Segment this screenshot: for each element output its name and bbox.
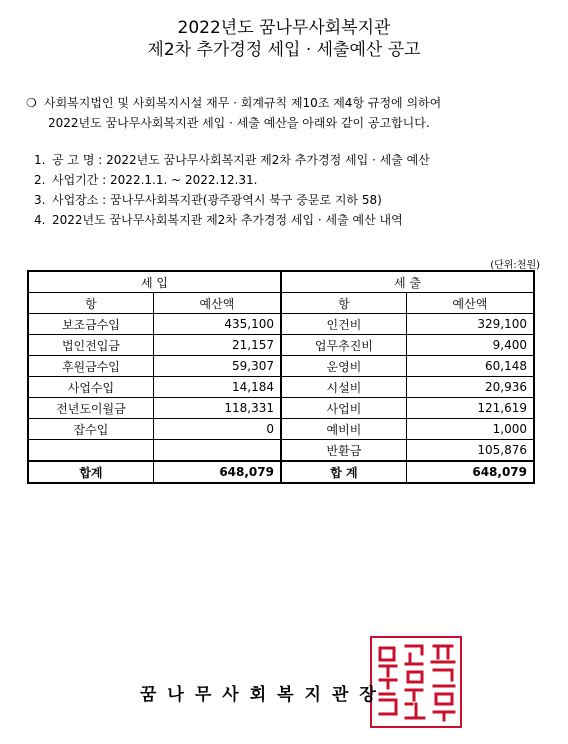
expense-header: 세 출	[281, 271, 534, 293]
notice-item: 1. 공 고 명 : 2022년도 꿈나무사회복지관 제2차 추가경정 세입 · 세출 예산	[34, 153, 430, 167]
intro-paragraph	[26, 93, 441, 133]
table-row: 사업수입 14,184 시설비 20,936	[28, 377, 534, 398]
budget-table	[27, 270, 535, 484]
expense-item-header: 항	[281, 293, 406, 314]
table-column-header-row	[28, 293, 534, 314]
page-title-line2: 제2차 추가경정 세입 · 세출예산 공고	[147, 40, 421, 60]
revenue-total-label: 합계	[28, 461, 153, 483]
table-row: 반환금 105,876	[28, 440, 534, 462]
page-title-line1: 2022년도 꿈나무사회복지관	[177, 18, 391, 38]
expense-amount-header: 예산액	[406, 293, 534, 314]
table-row: 후원금수입 59,307 운영비 60,148	[28, 356, 534, 377]
revenue-item-header: 항	[28, 293, 153, 314]
notice-item: 3. 사업장소 : 꿈나무사회복지관(광주광역시 북구 중문로 지하 58)	[34, 193, 382, 207]
intro-line1: 사회복지법인 및 사회복지시설 재무 · 회계규칙 제10조 제4항 규정에 의하여	[44, 96, 442, 110]
table-row: 전년도이월금 118,331 사업비 121,619	[28, 398, 534, 419]
notice-items	[34, 150, 430, 230]
signature-name: 꿈나무사회복지관장	[140, 685, 387, 705]
table-row: 보조금수입 435,100 인건비 329,100	[28, 314, 534, 335]
revenue-header: 세 입	[28, 271, 281, 293]
circle-bullet-icon: ❍	[26, 96, 37, 110]
revenue-total-amount: 648,079	[153, 461, 281, 483]
table-section-header-row	[28, 271, 534, 293]
expense-total-label: 합 계	[281, 461, 406, 483]
notice-item: 2. 사업기간 : 2022.1.1. ~ 2022.12.31.	[34, 173, 258, 187]
revenue-amount-header: 예산액	[153, 293, 281, 314]
unit-label: (단위:천원)	[490, 260, 540, 271]
table-total-row	[28, 461, 534, 483]
expense-total-amount: 648,079	[406, 461, 534, 483]
table-row: 법인전입금 21,157 업무추진비 9,400	[28, 335, 534, 356]
table-row: 잡수입 0 예비비 1,000	[28, 419, 534, 440]
notice-item: 4. 2022년도 꿈나무사회복지관 제2차 추가경정 세입 · 세출 예산 내역	[34, 213, 403, 227]
intro-line2: 2022년도 꿈나무사회복지관 세입 · 세출 예산을 아래와 같이 공고합니다.	[48, 116, 430, 130]
